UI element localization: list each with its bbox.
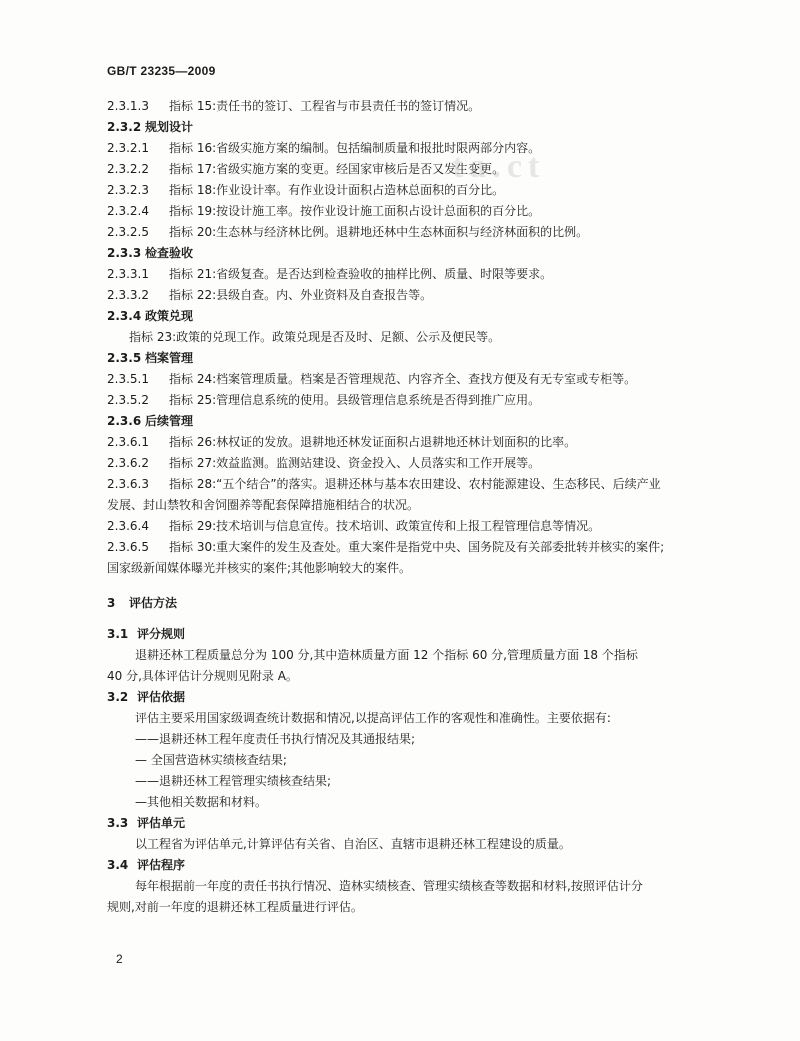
clause-2-3-6-1 [107, 435, 576, 449]
section-2-3-6 [107, 414, 193, 428]
section-title: 档案管理 [145, 351, 194, 365]
section-title: 评估单元 [137, 816, 186, 830]
page-number: 2 [116, 952, 123, 966]
clause-2-3-5-2 [107, 393, 540, 407]
section-3-4 [107, 858, 185, 872]
clause-2-3-3-1 [107, 267, 552, 281]
section-title: 检查验收 [145, 246, 194, 260]
clause-2-3-6-3-continued: 发展、封山禁牧和舍饲圈养等配套保障措施相结合的状况。 [107, 498, 420, 512]
clause-number: 2.3.6.5 [107, 540, 149, 554]
clause-number: 2.3.6.1 [107, 435, 149, 449]
clause-2-3-2-1 [107, 141, 540, 155]
section-2-3-3 [107, 246, 193, 260]
paragraph-3-3: 以工程省为评估单元,计算评估有关省、自治区、直辖市退耕还林工程建设的质量。 [135, 837, 571, 851]
clause-number: 2.3.5.2 [107, 393, 149, 407]
section-title: 评分规则 [137, 627, 186, 641]
clause-2-3-6-4 [107, 519, 600, 533]
paragraph-3-4: 每年根据前一年度的责任书执行情况、造林实绩核查、管理实绩核查等数据和材料,按照评估计分 [135, 879, 643, 893]
section-title: 后续管理 [145, 414, 194, 428]
section-2-3-2 [107, 120, 193, 134]
chapter-number: 3 [107, 596, 116, 610]
clause-number: 2.3.2.1 [107, 141, 149, 155]
section-title: 规划设计 [145, 120, 194, 134]
paragraph-3-2: 评估主要采用国家级调查统计数据和情况,以提高评估工作的客观性和准确性。主要依据有: [135, 711, 611, 725]
section-3-2 [107, 690, 185, 704]
clause-number: 2.3.6.4 [107, 519, 149, 533]
clause-text: 指标 30:重大案件的发生及查处。重大案件是指党中央、国务院及有关部委批转并核实的案件; [169, 540, 665, 554]
section-title: 评估程序 [137, 858, 186, 872]
clause-text: 指标 16:省级实施方案的编制。包括编制质量和报批时限两部分内容。 [169, 141, 541, 155]
section-title: 评估依据 [137, 690, 186, 704]
section-3-1 [107, 627, 185, 641]
list-item: ——退耕还林工程年度责任书执行情况及其通报结果; [135, 732, 416, 746]
clause-number: 2.3.6.2 [107, 456, 149, 470]
section-number: 3.4 [107, 858, 129, 872]
clause-number: 2.3.6.3 [107, 477, 149, 491]
chapter-3 [107, 596, 177, 610]
clause-text: 指标 24:档案管理质量。档案是否管理规范、内容齐全、查找方便及有无专室或专柜等。 [169, 372, 637, 386]
section-3-3 [107, 816, 185, 830]
paragraph-3-4-continued: 规则,对前一年度的退耕还林工程质量进行评估。 [107, 900, 363, 914]
clause-text: 指标 19:按设计施工率。按作业设计施工面积占设计总面积的百分比。 [169, 204, 541, 218]
clause-2-3-6-5 [107, 540, 664, 554]
section-2-3-5 [107, 351, 193, 365]
clause-text: 指标 15:责任书的签订、工程省与市县责任书的签订情况。 [169, 99, 481, 113]
chapter-title: 评估方法 [129, 596, 178, 610]
clause-text: 指标 18:作业设计率。有作业设计面积占造林总面积的百分比。 [169, 183, 505, 197]
section-number: 2.3.3 [107, 246, 142, 260]
paragraph-3-1: 退耕还林工程质量总分为 100 分,其中造林质量方面 12 个指标 60 分,管理质量方面 18 个指标 [135, 648, 638, 662]
clause-2-3-6-3 [107, 477, 661, 491]
section-number: 2.3.2 [107, 120, 142, 134]
paragraph-3-1-continued: 40 分,具体评估计分规则见附录 A。 [107, 669, 298, 683]
clause-text: 指标 22:县级自查。内、外业资料及自查报告等。 [169, 288, 433, 302]
clause-2-3-2-3 [107, 183, 504, 197]
clause-2-3-5-1 [107, 372, 636, 386]
section-number: 2.3.6 [107, 414, 142, 428]
clause-number: 2.3.2.2 [107, 162, 149, 176]
clause-2-3-6-2 [107, 456, 540, 470]
clause-number: 2.3.2.5 [107, 225, 149, 239]
clause-text: 指标 26:林权证的发放。退耕地还林发证面积占退耕地还林计划面积的比率。 [169, 435, 577, 449]
list-item: —其他相关数据和材料。 [135, 795, 268, 809]
document-header: GB/T 23235—2009 [107, 64, 216, 78]
watermark: ta.ct [452, 148, 546, 185]
clause-2-3-6-5-continued: 国家级新闻媒体曝光并核实的案件;其他影响较大的案件。 [107, 561, 412, 575]
clause-2-3-2-4 [107, 204, 540, 218]
clause-text: 指标 17:省级实施方案的变更。经国家审核后是否又发生变更。 [169, 162, 505, 176]
section-number: 2.3.4 [107, 309, 142, 323]
clause-number: 2.3.3.2 [107, 288, 149, 302]
section-number: 3.3 [107, 816, 129, 830]
section-number: 3.1 [107, 627, 129, 641]
section-number: 3.2 [107, 690, 129, 704]
paragraph-2-3-4: 指标 23:政策的兑现工作。政策兑现是否及时、足额、公示及便民等。 [129, 330, 501, 344]
clause-text: 指标 21:省级复查。是否达到检查验收的抽样比例、质量、时限等要求。 [169, 267, 553, 281]
clause-text: 指标 27:效益监测。监测站建设、资金投入、人员落实和工作开展等。 [169, 456, 541, 470]
clause-text: 指标 25:管理信息系统的使用。县级管理信息系统是否得到推广应用。 [169, 393, 541, 407]
list-item: — 全国营造林实绩核查结果; [135, 753, 287, 767]
clause-2-3-2-5 [107, 225, 588, 239]
clause-text: 指标 28:“五个结合”的落实。退耕还林与基本农田建设、农村能源建设、生态移民、后续产业 [169, 477, 661, 491]
clause-2-3-1-3 [107, 99, 480, 113]
clause-number: 2.3.1.3 [107, 99, 149, 113]
section-title: 政策兑现 [145, 309, 194, 323]
clause-2-3-2-2 [107, 162, 504, 176]
clause-2-3-3-2 [107, 288, 432, 302]
clause-text: 指标 20:生态林与经济林比例。退耕地还林中生态林面积与经济林面积的比例。 [169, 225, 589, 239]
clause-number: 2.3.2.4 [107, 204, 149, 218]
list-item: ——退耕还林工程管理实绩核查结果; [135, 774, 332, 788]
section-number: 2.3.5 [107, 351, 142, 365]
clause-number: 2.3.3.1 [107, 267, 149, 281]
clause-text: 指标 29:技术培训与信息宣传。技术培训、政策宣传和上报工程管理信息等情况。 [169, 519, 601, 533]
clause-number: 2.3.5.1 [107, 372, 149, 386]
clause-number: 2.3.2.3 [107, 183, 149, 197]
section-2-3-4 [107, 309, 193, 323]
